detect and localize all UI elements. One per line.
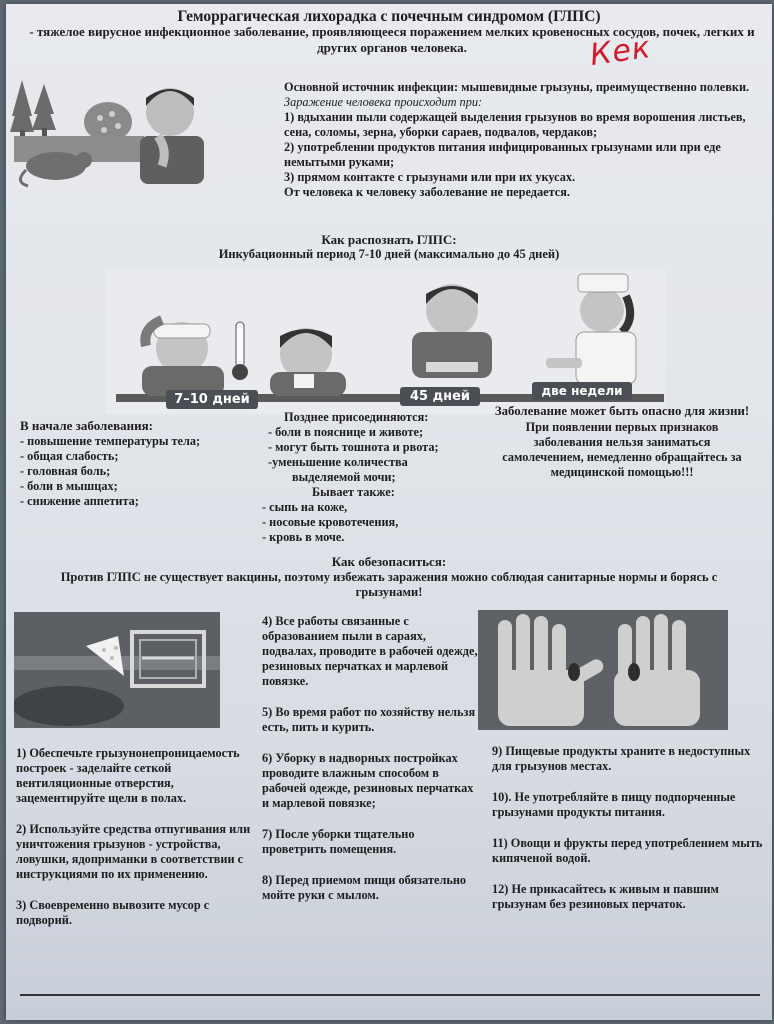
- tip-5: 5) Во время работ по хозяйству нельзя есть, пить и курить.: [262, 705, 476, 734]
- tip-6: 6) Уборку в надворных постройках проводите влажным способом в рабочей одежде, резиновых перчатках и марлевой повязке;: [262, 751, 474, 810]
- mousetrap-illustration: [14, 612, 220, 728]
- later-item-4: выделяемой мочи;: [292, 470, 396, 484]
- onset-item-4: - боли в мышцах;: [20, 478, 118, 493]
- handwritten-note: Кек: [587, 29, 654, 74]
- also-item-2: - носовые кровотечения,: [262, 515, 399, 529]
- onset-heading: В начале заболевания:: [20, 418, 153, 433]
- infection-source-main: Основной источник инфекции: мышевидные грызуны, преимущественно полевки.: [284, 80, 750, 94]
- later-item-3: -уменьшение количества: [268, 455, 408, 469]
- tip-11: 11) Овощи и фрукты перед употреблением мыть кипяченой водой.: [492, 836, 763, 865]
- also-item-1: - сыпь на коже,: [262, 500, 348, 514]
- tip-2: 2) Используйте средства отпугивания или уничтожения грызунов - устройства, ловушки, ядоприманки в соответствии с инструкциями по их применению.: [16, 822, 251, 881]
- tip-3: 3) Своевременно вывозите мусор с подворий.: [16, 898, 210, 927]
- page-title: Геморрагическая лихорадка с почечным синдромом (ГЛПС): [177, 8, 601, 25]
- tip-9: 9) Пищевые продукты храните в недоступных для грызунов местах.: [492, 744, 751, 773]
- incubation-period: Инкубационный период 7-10 дней (максимально до 45 дней): [218, 247, 560, 261]
- transmission-item-2: 2) употреблении продуктов питания инфицированных грызунами или при еде немытыми руками;: [284, 140, 721, 169]
- hands-illustration: [478, 610, 728, 730]
- transmission-item-3: 3) прямом контакте с грызунами или при их укусах.: [284, 170, 576, 184]
- danger-block: [480, 404, 764, 480]
- onset-item-1: - повышение температуры тела;: [20, 433, 201, 448]
- protect-heading: Как обезопаситься:: [331, 554, 447, 569]
- tips-right-column: [492, 744, 764, 912]
- transmission-item-1: 1) вдыхании пыли содержащей выделения грызунов во время ворошения листьев, сена, соломы, зерна, уборки сараев, подвалов, чердаков;: [284, 110, 746, 139]
- no-human-transmission: От человека к человеку заболевание не передается.: [284, 185, 570, 199]
- onset-item-5: - снижение аппетита;: [20, 493, 139, 508]
- onset-item-3: - головная боль;: [20, 463, 111, 478]
- recognize-heading: Как распознать ГЛПС:: [321, 232, 457, 247]
- danger-heading: Заболевание может быть опасно для жизни!: [494, 404, 750, 418]
- leaflet-sheet: [6, 4, 772, 1020]
- badge-7-10-days: 7–10 дней: [166, 390, 258, 409]
- tips-left-column: [16, 746, 256, 928]
- bottom-divider: [20, 994, 760, 996]
- tip-10: 10). Не употребляйте в пищу подпорченные грызунами продукты питания.: [492, 790, 736, 819]
- tip-8: 8) Перед приемом пищи обязательно мойте руки с мылом.: [262, 873, 467, 902]
- forest-mouse-man-illustration: [8, 70, 218, 198]
- later-item-2: - могут быть тошнота и рвота;: [268, 440, 439, 454]
- onset-item-2: - общая слабость;: [20, 448, 119, 463]
- tips-middle-column: [262, 614, 478, 903]
- danger-text: При появлении первых признаков заболевания нельзя заниматься самолечением, немедленно обращайтесь за медицинской помощью!!!: [502, 419, 742, 479]
- tip-4: 4) Все работы связанные с образованием пыли в сараях, подвалах, проводите в рабочей одежде, резиновых перчатках и марлевой повязке.: [262, 614, 478, 688]
- protect-intro: Против ГЛПС не существует вакцины, поэтому избежать заражения можно соблюдая санитарные нормы и борясь с грызунами!: [60, 570, 718, 600]
- badge-45-days: 45 дней: [400, 387, 480, 406]
- tip-12: 12) Не прикасайтесь к живым и павшим грызунам без резиновых перчаток.: [492, 882, 719, 911]
- onset-symptoms-block: [20, 418, 270, 509]
- infection-source-block: [284, 80, 754, 200]
- also-item-3: - кровь в моче.: [262, 530, 345, 544]
- later-heading: Позднее присоединяются:: [284, 410, 429, 424]
- later-symptoms-block: [262, 410, 482, 545]
- tip-1: 1) Обеспечьте грызунонепроницаемость построек - заделайте сеткой вентиляционные отверстия, зацементируйте щели в полах.: [16, 746, 240, 805]
- later-item-1: - боли в пояснице и животе;: [268, 425, 424, 439]
- also-heading: Бывает также:: [312, 485, 395, 499]
- transmission-heading: Заражение человека происходит при:: [284, 95, 483, 109]
- tip-7: 7) После уборки тщательно проветрить помещения.: [262, 827, 415, 856]
- badge-two-weeks: две недели: [532, 382, 632, 400]
- page-subtitle: - тяжелое вирусное инфекционное заболевание, проявляющееся поражением мелких кровеносных сосудов, почек, легких и других органов человека.: [29, 24, 755, 55]
